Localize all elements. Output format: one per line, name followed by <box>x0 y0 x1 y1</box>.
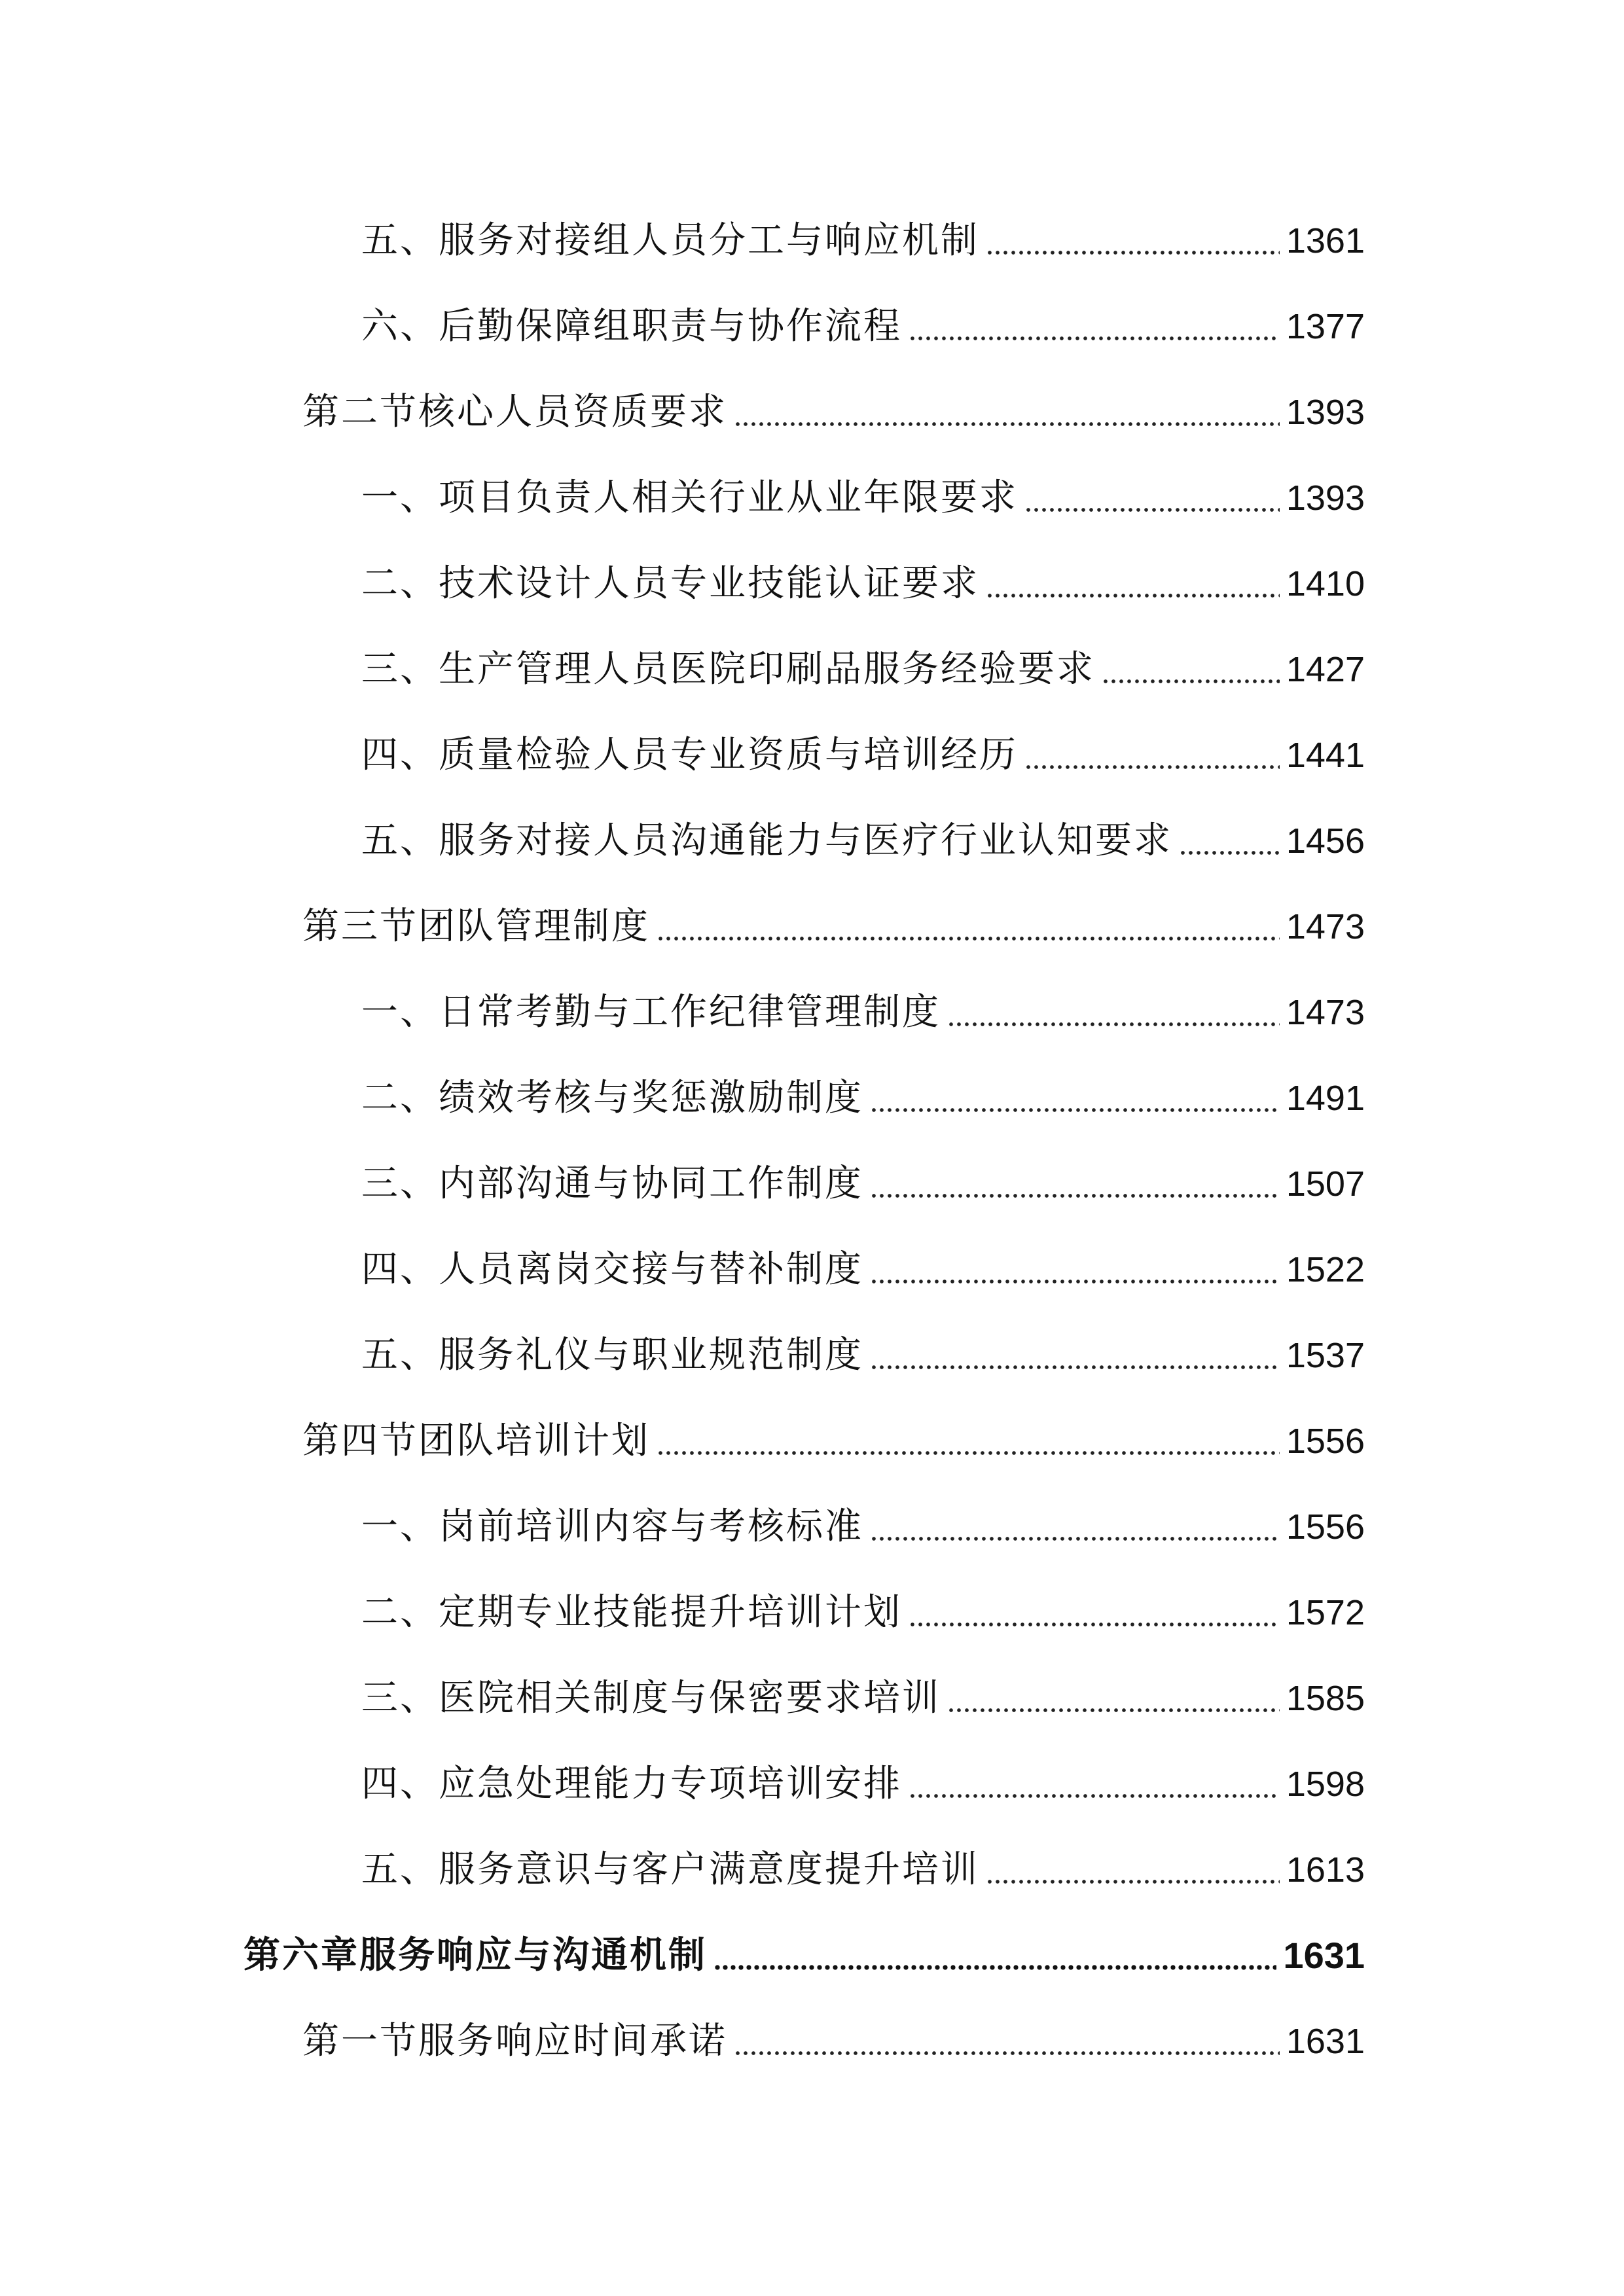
toc-entry-page: 1393 <box>1286 393 1365 432</box>
toc-entry-title: 一、项目负责人相关行业从业年限要求 <box>361 476 1018 519</box>
dot-leader <box>870 1536 1280 1541</box>
toc-entry-page: 1491 <box>1286 1079 1365 1118</box>
toc-entry[interactable] <box>361 208 1365 274</box>
dot-leader <box>870 1365 1280 1370</box>
dot-leader <box>1024 507 1280 512</box>
toc-entry-title: 第二节核心人员资质要求 <box>302 391 727 433</box>
toc-entry-page: 1572 <box>1286 1593 1365 1632</box>
toc-entry-page: 1377 <box>1286 307 1365 346</box>
toc-entry-title: 四、质量检验人员专业资质与培训经历 <box>361 734 1018 776</box>
toc-entry-title: 二、定期专业技能提升培训计划 <box>361 1591 902 1634</box>
toc-entry[interactable] <box>244 1923 1365 1988</box>
dot-leader <box>947 1708 1280 1713</box>
toc-entry-page: 1613 <box>1286 1850 1365 1890</box>
toc-entry[interactable] <box>361 1237 1365 1302</box>
toc-entry-title: 一、日常考勤与工作纪律管理制度 <box>361 991 941 1033</box>
toc-entry-title: 第一节服务响应时间承诺 <box>302 2020 727 2062</box>
toc-entry[interactable] <box>361 551 1365 617</box>
toc-entry[interactable] <box>361 1666 1365 1731</box>
toc-entry-title: 六、后勤保障组职责与协作流程 <box>361 305 902 348</box>
toc-entry-page: 1556 <box>1286 1507 1365 1547</box>
dot-leader <box>734 422 1280 427</box>
toc-entry-title: 二、绩效考核与奖惩激励制度 <box>361 1077 863 1119</box>
toc-entry-title: 四、人员离岗交接与替补制度 <box>361 1248 863 1291</box>
toc-entry[interactable] <box>361 723 1365 788</box>
toc-entry[interactable] <box>361 1494 1365 1560</box>
dot-leader <box>870 1193 1280 1198</box>
toc-entry-page: 1507 <box>1286 1164 1365 1204</box>
toc-entry[interactable] <box>361 465 1365 531</box>
toc-entry-page: 1361 <box>1286 221 1365 260</box>
dot-leader <box>713 1965 1276 1970</box>
toc-entry-title: 五、服务对接组人员分工与响应机制 <box>361 219 979 262</box>
toc-entry-title: 二、技术设计人员专业技能认证要求 <box>361 562 979 605</box>
toc-entry-page: 1410 <box>1286 564 1365 603</box>
toc-entry[interactable] <box>361 980 1365 1045</box>
toc-entry-page: 1537 <box>1286 1336 1365 1375</box>
toc-entry-page: 1631 <box>1283 1935 1365 1976</box>
toc-entry[interactable] <box>361 637 1365 702</box>
toc-entry-title: 三、医院相关制度与保密要求培训 <box>361 1677 941 1719</box>
dot-leader <box>870 1107 1280 1113</box>
toc-entry-title: 五、服务对接人员沟通能力与医疗行业认知要求 <box>361 819 1172 862</box>
toc-entry-title: 五、服务意识与客户满意度提升培训 <box>361 1848 979 1891</box>
toc-entry-title: 三、内部沟通与协同工作制度 <box>361 1162 863 1205</box>
toc-entry-title: 第六章服务响应与沟通机制 <box>244 1934 707 1977</box>
toc-entry-page: 1441 <box>1286 736 1365 775</box>
dot-leader <box>657 1450 1280 1456</box>
toc-entry[interactable] <box>361 1323 1365 1388</box>
toc-entry[interactable] <box>361 808 1365 874</box>
toc-entry-page: 1473 <box>1286 993 1365 1032</box>
toc-entry[interactable] <box>302 894 1365 960</box>
toc-entry-title: 一、岗前培训内容与考核标准 <box>361 1505 863 1548</box>
toc-entry-title: 第四节团队培训计划 <box>302 1420 650 1462</box>
toc-entry-title: 五、服务礼仪与职业规范制度 <box>361 1334 863 1376</box>
dot-leader <box>909 1793 1280 1799</box>
dot-leader <box>870 1279 1280 1284</box>
toc-entry-page: 1473 <box>1286 907 1365 946</box>
toc-entry-title: 四、应急处理能力专项培训安排 <box>361 1763 902 1805</box>
dot-leader <box>657 936 1280 941</box>
toc-entry[interactable] <box>302 1408 1365 1474</box>
toc-entry-page: 1456 <box>1286 821 1365 861</box>
toc-entry-page: 1427 <box>1286 650 1365 689</box>
toc-entry[interactable] <box>361 1580 1365 1645</box>
toc-entry-page: 1598 <box>1286 1765 1365 1804</box>
dot-leader <box>734 2051 1280 2056</box>
dot-leader <box>909 336 1280 341</box>
toc-entry-page: 1631 <box>1286 2022 1365 2061</box>
toc-entry[interactable] <box>361 1066 1365 1131</box>
toc-entry-page: 1393 <box>1286 478 1365 518</box>
dot-leader <box>909 1622 1280 1627</box>
toc-entry-page: 1556 <box>1286 1422 1365 1461</box>
toc-entry-page: 1522 <box>1286 1250 1365 1289</box>
dot-leader <box>947 1022 1280 1027</box>
toc-entry[interactable] <box>361 1151 1365 1217</box>
dot-leader <box>1179 850 1280 855</box>
toc-entry[interactable] <box>302 380 1365 445</box>
dot-leader <box>986 1879 1280 1884</box>
toc-entry-title: 第三节团队管理制度 <box>302 905 650 948</box>
toc-entry-title: 三、生产管理人员医院印刷品服务经验要求 <box>361 648 1095 691</box>
toc-entry[interactable] <box>361 1751 1365 1817</box>
dot-leader <box>986 593 1280 598</box>
toc-entry[interactable] <box>302 2009 1365 2074</box>
toc-entry-page: 1585 <box>1286 1679 1365 1718</box>
toc-entry[interactable] <box>361 1837 1365 1903</box>
dot-leader <box>986 250 1280 255</box>
toc-entry[interactable] <box>361 294 1365 359</box>
dot-leader <box>1102 679 1280 684</box>
dot-leader <box>1024 764 1280 770</box>
